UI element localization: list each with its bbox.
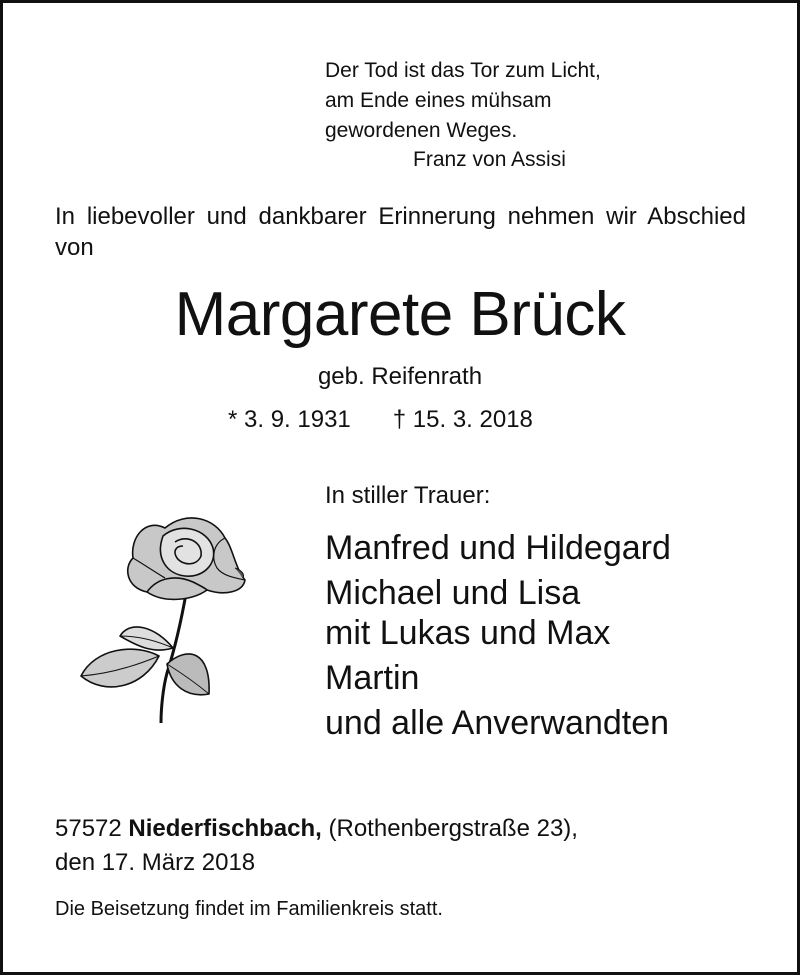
mourners-list: [325, 528, 671, 743]
quote-line: gewordenen Weges.: [325, 119, 518, 142]
quote-author: Franz von Assisi: [413, 148, 566, 171]
birth-date: * 3. 9. 1931: [228, 406, 351, 433]
mourner-entry: mit Lukas und Max: [325, 614, 611, 652]
life-dates: [228, 406, 533, 434]
death-date: † 15. 3. 2018: [392, 406, 533, 433]
address-line: [55, 812, 578, 846]
rose-image: [75, 508, 265, 728]
mourner-entry: und alle Anverwandten: [325, 704, 670, 742]
deceased-name: Margarete Brück: [174, 280, 626, 349]
quote-line: am Ende eines mühsam: [325, 89, 552, 112]
town: Niederfischbach,: [128, 815, 322, 842]
quote-text: [325, 56, 601, 146]
street: (Rothenbergstraße 23),: [328, 815, 578, 842]
mourning-label: In stiller Trauer:: [325, 482, 491, 509]
quote-line: Der Tod ist das Tor zum Licht,: [325, 59, 601, 82]
intro-text: In liebevoller und dankbarer Erinnerung nehmen wir Abschied von: [55, 203, 746, 261]
address-date: den 17. März 2018: [55, 849, 256, 876]
mourner-entry: Martin: [325, 659, 420, 697]
mourner-entry: Manfred und Hildegard: [325, 529, 671, 567]
mourner-entry: Michael und Lisa: [325, 574, 581, 612]
birth-name: geb. Reifenrath: [317, 363, 483, 390]
postcode: 57572: [55, 815, 122, 842]
address-block: [55, 812, 578, 880]
burial-note: Die Beisetzung findet im Familienkreis statt.: [55, 898, 443, 920]
